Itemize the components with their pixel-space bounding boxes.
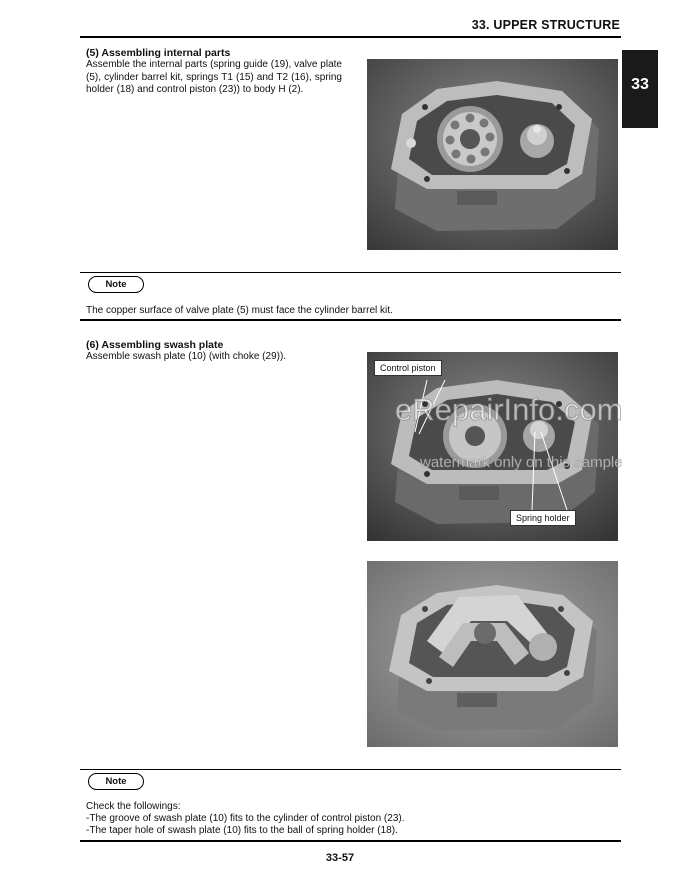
note-1-text: The copper surface of valve plate (5) must face the cylinder barrel kit. <box>86 305 393 316</box>
note-1-badge: Note <box>88 276 144 293</box>
note-2-intro: Check the followings: <box>86 801 181 812</box>
note-2-rule <box>80 769 621 770</box>
section-5-body: Assemble the internal parts (spring guide (19), valve plate (5), cylinder barrel kit, springs T1 (15) and T2 (16), spring holder (18) and control piston (23)) to body H (2). <box>86 59 342 96</box>
watermark-note: watermark only on this sample <box>420 454 623 471</box>
section-5-title: (5) Assembling internal parts <box>86 47 231 59</box>
photo-swash-plate-assembled <box>367 561 618 747</box>
note-2-end-rule <box>80 840 621 842</box>
watermark-site: eRepairInfo.com <box>395 392 623 427</box>
photo-swash-plate-callouts <box>367 352 618 541</box>
page-header-title: 33. UPPER STRUCTURE <box>471 18 620 32</box>
note-2-item-1: -The groove of swash plate (10) fits to the cylinder of control piston (23). <box>86 813 405 824</box>
note-2-item-2: -The taper hole of swash plate (10) fits to the ball of spring holder (18). <box>86 825 398 836</box>
page-number: 33-57 <box>325 852 355 864</box>
section-6-title: (6) Assembling swash plate <box>86 339 224 351</box>
note-1-rule <box>80 272 621 273</box>
photo-internal-parts <box>367 59 618 250</box>
callout-control-piston: Control piston <box>374 360 442 376</box>
chapter-tab: 33 <box>622 50 658 128</box>
section-6-body: Assemble swash plate (10) (with choke (29)). <box>86 351 287 362</box>
note-1-end-rule <box>80 319 621 321</box>
note-2-badge: Note <box>88 773 144 790</box>
header-rule <box>80 36 621 38</box>
callout-spring-holder: Spring holder <box>510 510 576 526</box>
